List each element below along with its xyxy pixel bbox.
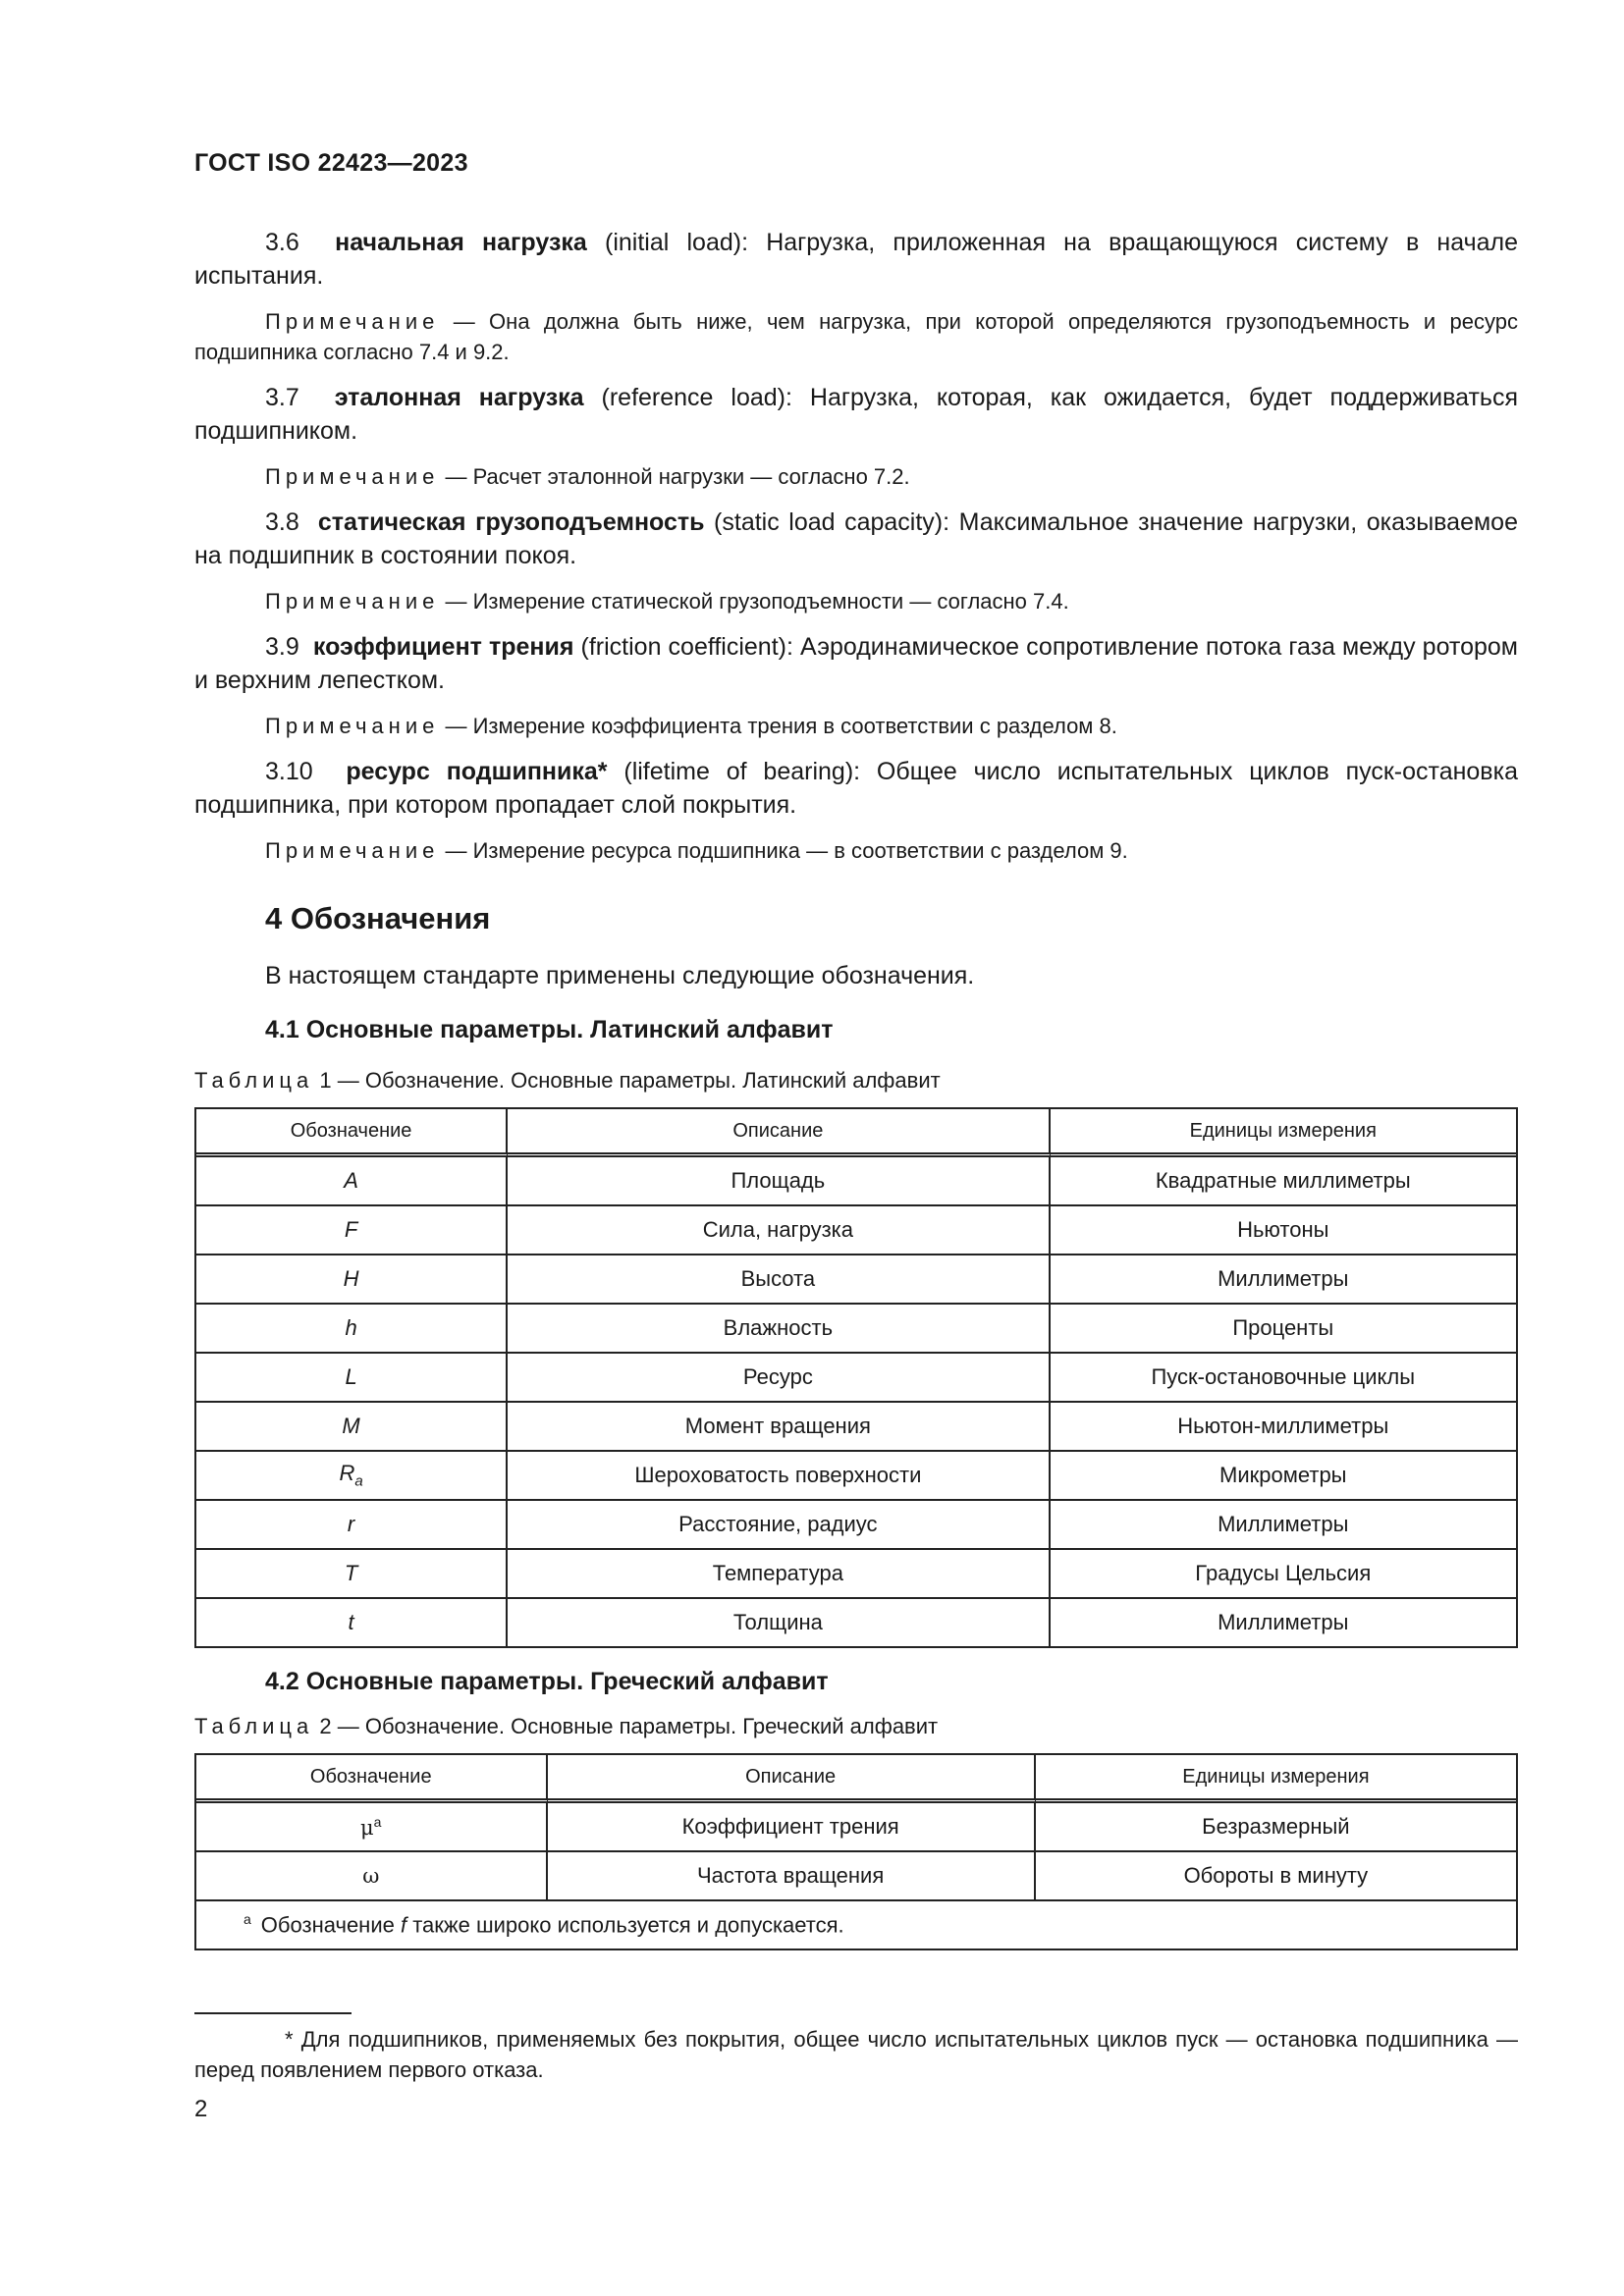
document-header: ГОСТ ISO 22423—2023 xyxy=(194,149,468,177)
unit-cell: Миллиметры xyxy=(1051,1501,1516,1550)
term-definition: (lifetime of bearing): Общее число испытательных циклов пуск-остановка подшипника, при котором пропадает слой покрытия. xyxy=(194,758,1518,819)
description-cell: Ресурс xyxy=(508,1354,1050,1403)
caption-text: 1 — Обозначение. Основные параметры. Латинский алфавит xyxy=(313,1068,941,1093)
note-text: — Измерение ресурса подшипника — в соответствии с разделом 9. xyxy=(439,838,1128,863)
note-3-6 xyxy=(194,306,1518,367)
unit-cell: Безразмерный xyxy=(1036,1803,1516,1852)
table-row xyxy=(196,1255,1516,1305)
symbol-cell: M xyxy=(196,1403,508,1452)
table-header-row xyxy=(196,1755,1516,1803)
symbol-cell: h xyxy=(196,1305,508,1354)
description-cell: Частота вращения xyxy=(548,1852,1036,1901)
note-3-10 xyxy=(194,835,1518,866)
note-3-9 xyxy=(194,711,1518,741)
table-row xyxy=(196,1452,1516,1501)
description-cell: Толщина xyxy=(508,1599,1050,1646)
term-number: 3.6 xyxy=(265,229,299,256)
caption-label: Таблица xyxy=(194,1714,314,1738)
symbol-subscript: a xyxy=(354,1472,363,1490)
table-row xyxy=(196,1501,1516,1550)
table-row xyxy=(196,1550,1516,1599)
table-header-row xyxy=(196,1109,1516,1157)
term-3-7 xyxy=(194,381,1518,448)
note-label: Примечание xyxy=(265,838,440,863)
note-label: Примечание xyxy=(265,589,440,614)
caption-label: Таблица xyxy=(194,1068,314,1093)
term-name: коэффициент трения xyxy=(312,633,574,661)
note-label: Примечание xyxy=(265,309,440,334)
unit-cell: Проценты xyxy=(1051,1305,1516,1354)
unit-cell: Миллиметры xyxy=(1051,1255,1516,1305)
note-text: — Измерение статической грузоподъемности — согласно 7.4. xyxy=(439,589,1069,614)
symbol-cell: $R_a$ xyxy=(196,1452,508,1501)
description-cell: Площадь xyxy=(508,1157,1050,1206)
note-text: — Расчет эталонной нагрузки — согласно 7.2. xyxy=(439,464,910,489)
note-3-8 xyxy=(194,586,1518,616)
term-3-9 xyxy=(194,630,1518,697)
term-number: 3.8 xyxy=(265,508,299,536)
column-header-description: Описание xyxy=(548,1755,1036,1803)
term-name: статическая грузоподъемность xyxy=(317,508,705,536)
subsection-4-2-heading: 4.2 Основные параметры. Греческий алфавит xyxy=(265,1668,829,1695)
term-definition: (reference load): Нагрузка, которая, как ожидается, будет поддерживаться подшипником. xyxy=(194,384,1518,445)
unit-cell: Квадратные миллиметры xyxy=(1051,1157,1516,1206)
table-row xyxy=(196,1403,1516,1452)
table-row xyxy=(196,1354,1516,1403)
term-definition: (static load capacity): Максимальное значение нагрузки, оказываемое на подшипник в состоянии покоя. xyxy=(194,508,1518,569)
column-header-units: Единицы измерения xyxy=(1051,1109,1516,1157)
note-3-7 xyxy=(194,461,1518,492)
unit-cell: Ньютон-миллиметры xyxy=(1051,1403,1516,1452)
term-3-10 xyxy=(194,755,1518,822)
column-header-symbol: Обозначение xyxy=(196,1755,548,1803)
section-4-intro: В настоящем стандарте применены следующие обозначения. xyxy=(265,962,975,989)
description-cell: Момент вращения xyxy=(508,1403,1050,1452)
term-3-8 xyxy=(194,506,1518,572)
description-cell: Высота xyxy=(508,1255,1050,1305)
note-label: Примечание xyxy=(265,714,440,738)
description-cell: Расстояние, радиус xyxy=(508,1501,1050,1550)
term-definition: (friction coefficient): Аэродинамическое сопротивление потока газа между ротором и верхним лепестком. xyxy=(194,633,1518,694)
term-number: 3.9 xyxy=(265,633,299,661)
symbol-cell: $\mu^a$ xyxy=(196,1803,548,1852)
column-header-description: Описание xyxy=(508,1109,1050,1157)
term-definition: (initial load): Нагрузка, приложенная на вращающуюся систему в начале испытания. xyxy=(194,229,1518,290)
table-2-caption xyxy=(194,1714,1518,1739)
description-cell: Шероховатость поверхности xyxy=(508,1452,1050,1501)
symbol-cell: F xyxy=(196,1206,508,1255)
term-name: начальная нагрузка xyxy=(335,229,587,256)
note-text: — Она должна быть ниже, чем нагрузка, при которой определяются грузоподъемность и ресурс подшипника согласно 7.4 и 9.2. xyxy=(194,309,1518,364)
description-cell: Температура xyxy=(508,1550,1050,1599)
table-row xyxy=(196,1305,1516,1354)
unit-cell: Микрометры xyxy=(1051,1452,1516,1501)
term-name: эталонная нагрузка xyxy=(334,384,584,411)
table-1-latin-symbols xyxy=(194,1107,1518,1648)
footnote-marker: a xyxy=(373,1814,382,1830)
note-text: — Измерение коэффициента трения в соответствии с разделом 8. xyxy=(439,714,1117,738)
symbol-cell: A xyxy=(196,1157,508,1206)
table-footnote: $^a$ Обозначение f также широко используется и допускается. xyxy=(244,1911,844,1938)
description-cell: Коэффициент трения xyxy=(548,1803,1036,1852)
table-row xyxy=(196,1157,1516,1206)
table-row xyxy=(196,1852,1516,1901)
term-name: ресурс подшипника* xyxy=(346,758,608,785)
symbol-cell: T xyxy=(196,1550,508,1599)
symbol-cell: L xyxy=(196,1354,508,1403)
symbol-cell: t xyxy=(196,1599,508,1646)
unit-cell: Миллиметры xyxy=(1218,1610,1349,1634)
table-1-caption xyxy=(194,1068,1518,1094)
symbol-cell: ω xyxy=(196,1852,548,1901)
column-header-units: Единицы измерения xyxy=(1036,1755,1516,1803)
unit-cell: Ньютоны xyxy=(1051,1206,1516,1255)
description-cell: Влажность xyxy=(508,1305,1050,1354)
page-footnote: * Для подшипников, применяемых без покрытия, общее число испытательных циклов пуск — остановка подшипника — перед появлением первого отказа. xyxy=(194,2027,1518,2082)
section-4-heading: 4 Обозначения xyxy=(265,901,491,935)
table-row xyxy=(196,1599,1516,1646)
unit-cell: Пуск-остановочные циклы xyxy=(1051,1354,1516,1403)
table-footnote-row xyxy=(196,1901,1516,1949)
page-content xyxy=(194,226,1518,1950)
table-2-greek-symbols xyxy=(194,1753,1518,1950)
term-number: 3.7 xyxy=(265,384,299,411)
column-header-symbol: Обозначение xyxy=(196,1109,508,1157)
unit-cell: Градусы Цельсия xyxy=(1051,1550,1516,1599)
table-row xyxy=(196,1803,1516,1852)
caption-text: 2 — Обозначение. Основные параметры. Греческий алфавит xyxy=(313,1714,939,1738)
symbol-cell: H xyxy=(196,1255,508,1305)
subsection-4-1-heading: 4.1 Основные параметры. Латинский алфавит xyxy=(265,1016,834,1043)
unit-cell: Обороты в минуту xyxy=(1036,1852,1516,1901)
table-row xyxy=(196,1206,1516,1255)
symbol-cell: r xyxy=(196,1501,508,1550)
footnote-marker: a xyxy=(244,1911,251,1928)
page-number: 2 xyxy=(194,2096,208,2122)
term-3-6 xyxy=(194,226,1518,293)
note-label: Примечание xyxy=(265,464,440,489)
footnote-separator xyxy=(194,2012,352,2014)
description-cell: Сила, нагрузка xyxy=(508,1206,1050,1255)
term-number: 3.10 xyxy=(265,758,313,785)
